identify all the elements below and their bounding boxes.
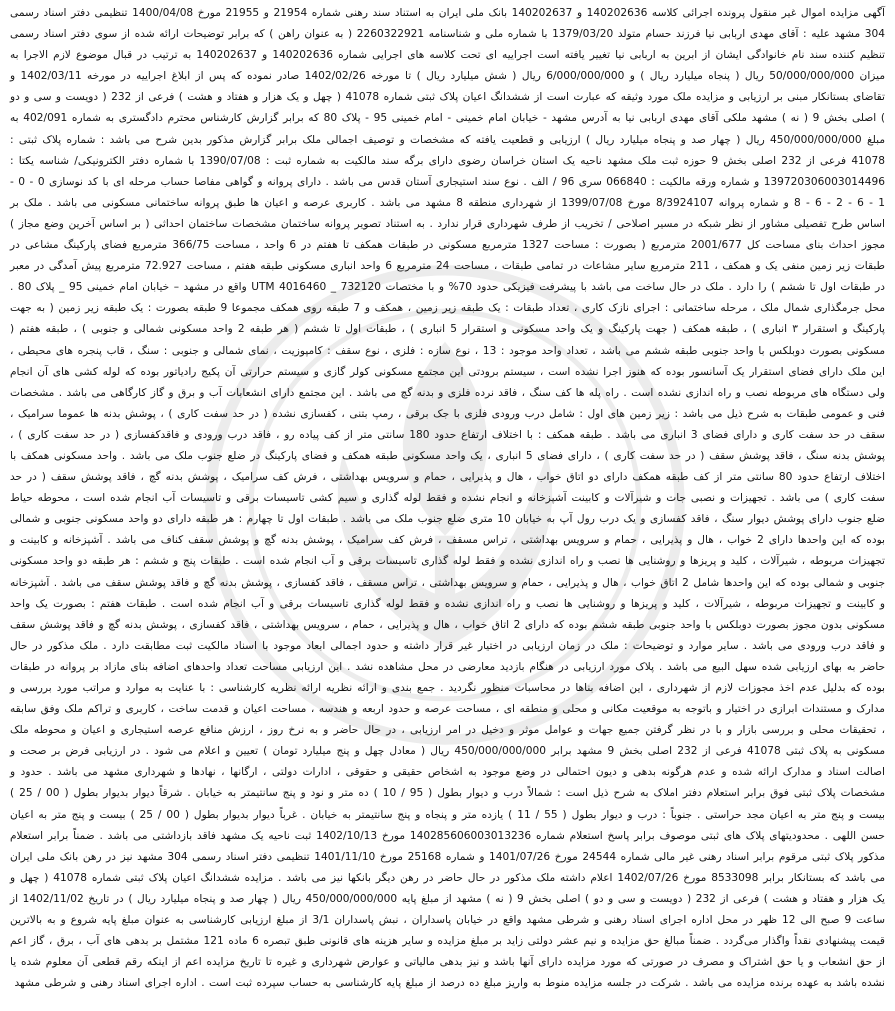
auction-notice-text: آگهی مزایده اموال غیر منقول پرونده اجرائی کلاسه 140202636 و 140202637 بانک ملی ایران به استناد سند رهنی شماره 21954 و 21955 مورخ 1400/04/08 تنظیمی دفتر اسناد رسمی 304 مشهد علیه : آقای مهدی اربابی نیا فرزند حسام متولد 1379/03/20 با شماره ملی و شناسنامه 2260322921 ( به عنوان راهن ) که برابر توضیحات ارائه شده از سوی دفتر اسناد رسمی تنظیم کننده سند نام خانوادگی ایشان از ابرین به اربابی نیا تغییر یافته است اجراییه ای تحت کلاسه های اجرایی شماره 140202636 و 140202637 به ترتیب در قبال موضوع لازم الاجرا به میزان 50/000/000/000 ریال ( پنجاه میلیارد ریال ) و 6/000/000/000 ریال ( شش میلیارد ریال ) تا مورخه 1402/02/26 صادر نموده که پس از ابلاغ اجراییه در مورخه 1402/03/11 و تقاضای بستانکار مبنی بر ارزیابی و مزایده ملک مورد وثیقه که عبارت است از ششدانگ اعیان پلاک ثبتی شماره 41078 ( چهل و یک هزار و هفتاد و هشت ) فرعی از 232 ( دویست و سی و دو ) اصلی بخش 9 ( نه ) مشهد ملکی آقای مهدی اربابی نیا به آدرس مشهد - خیابان امام خمینی - امام خمینی 95 - پلاک 80 که برابر گزارش کارشناس محترم دادگستری به شماره 402/091 به مبلغ 450/000/000/000 ریال ( چهار صد و پنجاه میلیارد ریال ) ارزیابی و قطعیت یافته که مشخصات و توصیف اجمالی ملک برابر گزارش مذکور بدین شرح می باشد : شماره پلاک ثبتی : 41078 فرعی از 232 اصلی بخش 9 حوزه ثبت ملک مشهد ناحیه یک استان خراسان رضوی دارای برگه سند مالکیت به شماره ثبت : 1390/07/08 با شماره دفتر الکترونیکی/ شناسه یکتا : 139720306003014496 و شماره ورقه مالکیت : 066840 سری 96 / الف . نوع سند استیجاری آستان قدس می باشد . دارای پروانه و گواهی مفاصا حساب مرحله ای با کد نوسازی 0 - 0 - 1 - 6 - 2 - 6 - 8 و شماره پروانه 8/3924107 مورخ 1399/07/08 از شهرداری منطقه 8 مشهد می باشد . کاربری عرصه و اعیان ها طبق پروانه ساختمانی مسکونی می باشد . ملک بر اساس طرح تفصیلی مشاور از نظر شبکه در مسیر اصلاحی / تخریب از طرف شهرداری قرار ندارد . به استناد تصویر پروانه ساختمان مشخصات ساختمان احداثی ( بر اساس آخرین وضع مجاز ) مجوز احداث بنای مساحت کل 2001/677 مترمربع ( بصورت : مساحت 1327 مترمربع مسکونی در طبقات همکف تا هفتم در 6 واحد ، مساحت 366/75 مترمربع فضای پارکینگ مشاعی در طبقات زیر زمین منفی یک و همکف ، 211 مترمربع سایر مشاعات در تمامی طبقات ، مساحت 24 مترمربع 6 واحد انباری مسکونی طبقه هفتم ، مساحت 72.927 مترمربع پیش آمدگی در معبر در طبقات اول تا ششم ) را دارد . ملک در حال ساخت می باشد با پیشرفت فیزیکی حدود 70% و با مختصات UTM 4016460 _ 732120 واقع در مشهد – خیابان امام خمینی 95 _ پلاک 80 . محل جرمگذاری شمال ملک ، مرحله ساختمانی : اجرای نازک کاری ، تعداد طبقات : یک طبقه زیر زمین ، همکف و 7 طبقه روی همکف مجموعا 9 طبقه بصورت : یک طبقه زیر زمین ( به جهت پارکینگ و استقرار ۳ انباری ) ، طبقه همکف ( جهت پارکینگ و یک واحد مسکونی و استقرار 5 انباری ) ، طبقات اول تا ششم ( هر طبقه 2 واحد مسکونی شمالی و جنوبی ) ، طبقه هفتم ( مسکونی بصورت دوبلکس با واحد جنوبی طبقه ششم می باشد ، تعداد واحد موجود : 13 ، نوع سازه : فلزی ، نوع سقف : کامپوزیت ، نمای شمالی و جنوبی : سنگ ، قاب پنجره های محیطی ، این ملک دارای فضای استقرار یک آسانسور بوده که هنوز اجرا نشده است ، سیستم برودتی این مجتمع مسکونی کولر گازی و سیستم حرارتی آن پکیج رادیاتور بوده که لوله کشی های آن انجام ولی دستگاه های مربوطه نصب و راه اندازی نشده است . راه پله ها کف سنگ ، فاقد نرده فلزی و بدنه گچ می باشد . این مجتمع دارای انشعابات آب و برق و گاز کارگاهی می باشد . مشخصات فنی و عمومی طبقات به شرح ذیل می باشد : زیر زمین های اول : شامل درب ورودی فلزی با جک برقی ، رمپ بتنی ، کفسازی نشده ( در حد سفت کاری ) ، پوشش بدنه ها عموما سرامیک ، سقف در حد سفت کاری و دارای فضای 3 انباری می باشد . طبقه همکف : با اختلاف ارتفاع حدود 180 سانتی متر از کف پیاده رو ، فاقد درب ورودی و فاقدکفسازی ( در حد سفت کاری ) ، پوشش بدنه سنگ ، فاقد پوشش سقف ( در حد سفت کاری ) ، دارای فضای 5 انباری ، یک واحد مسکونی طبقه همکف و فضای پارکینگ در ضلع جنوب ملک می باشد . واحد مسکونی همکف با اختلاف ارتفاع حدود 80 سانتی متر از کف طبقه همکف دارای دو اتاق خواب ، هال و پذیرایی ، حمام و سرویس بهداشتی ، فرش کف سرامیک ، پوشش بدنه گچ ، فاقد پوشش سقف ( در حد سفت کاری ) می باشد . تجهیزات و نصبی جات و شیرآلات و کابینت آشپزخانه و انجام نشده و فقط لوله گذاری و سیم کشی تاسیسات برقی و تاسیسات آب انجام شده است ، محوطه حیاط ضلع جنوب دارای پوشش دیوار سنگ ، فاقد کفسازی و یک درب رول آپ به خیابان 10 متری ضلع جنوب ملک می باشد . طبقات اول تا چهارم : هر طبقه دارای دو واحد مسکونی جنوبی و شمالی بوده که این واحدها دارای 2 خواب ، هال و پذیرایی ، حمام و سرویس بهداشتی ، تراس مسقف ، فرش کف سرامیک ، پوشش بدنه گچ و پوشش سقف کناف می باشد . آشپزخانه و کابینت و تجهیزات مربوطه ، شیرآلات ، کلید و پریزها و روشنایی ها نصب و راه اندازی نشده و فقط لوله گذاری تاسیسات برقی و آب انجام شده است . طبقات پنج و ششم : هر طبقه دو واحد مسکونی جنوبی و شمالی بوده که این واحدها شامل 2 اتاق خواب ، هال و پذیرایی ، حمام و سرویس بهداشتی ، تراس مسقف ، فاقد کفسازی ، پوشش بدنه گچ و فاقد پوشش سقف می باشد . آشپزخانه و کابینت و تجهیزات مربوطه ، شیرآلات ، کلید و پریزها و روشنایی ها نصب و راه اندازی نشده و فقط لوله گذاری تاسیسات برقی و آب انجام شده است . طبقات هفتم : بصورت یک واحد مسکونی بدون مجوز بصورت دوبلکس با واحد جنوبی طبقه ششم بوده که دارای 2 اتاق خواب ، هال و پذیرایی ، حمام ، سرویس بهداشتی ، فاقد کفسازی ، پوشش بدنه گچ و فاقد پوشش سقف و فاقد درب ورودی می باشد . سایر موارد و توضیحات : ملک در زمان ارزیابی در اختیار غیر قرار داشته و حدود اجمالی ابعاد موجود با اسناد مالکیت ثبت مطابقت دارد . ملک مذکور در حال حاضر به بهای ارزیابی شده سهل البیع می باشد . پلاک مورد ارزیابی در هنگام بازدید معارضی در محل مشاهده نشد . این ارزیابی مساحت تعداد واحدهای اضافه بنای مازاد بر پروانه در طبقات بوده که بدلیل عدم اخذ مجوزات لازم از شهرداری ، این اضافه بناها در محاسبات منظور نگردید . جمع بندی و ارائه نظریه ارائه نظریه کارشناسی : با عنایت به موارد و مراتب مورد بررسی و مدارک و مستندات ابرازی در اختیار و باتوجه به موقعیت مکانی و محلی و منطقه ای ، مساحت عرصه و حدود اربعه و هندسه ، مساحت اعیان و قدمت ساخت ، کاربری و تراکم ملک وفق سابقه ، تحقیقات محلی و بررسی بازار و با در نظر گرفتن جمیع جهات و عوامل موثر و دخیل در امر ارزیابی ، در حال حاضر و به نرخ روز ، ارزش منافع عرصه استیجاری و اعیان و محوطه ملک مسکونی به پلاک ثبتی 41078 فرعی از 232 اصلی بخش 9 مشهد برابر 450/000/000/000 ریال ( معادل چهل و پنج میلیارد تومان ) تعیین و اعلام می شود . در ارزیابی فرض بر صحت و اصالت اسناد و مدارک ارائه شده و عدم هرگونه بدهی و دیون احتمالی در وضع موجود به اشخاص حقیقی و حقوقی ، ادارات دولتی ، ارگانها ، نهادها و شهرداری مشهد می باشد . حدود و مشخصات پلاک ثبتی فوق برابر استعلام دفتر املاک به شرح ذیل است : شمالاً درب و دیوار بطول ( 95 / 10 ) ده متر و نود و پنج سانتیمتر به خیابان . شرقاً دیوار بدیوار بطول ( 00 / 25 ) بیست و پنج متر به اعیان مجد حراستی . جنوباً : درب و دیوار بطول ( 55 / 11 ) یازده متر و پنجاه و پنج سانتیمتر به خیابان . غرباً دیوار بدیوار بطول ( 00 / 25 ) بیست و پنج متر به اعیان حسن اللهی . محدودیتهای پلاک های ثبتی موصوف برابر پاسخ استعلام شماره 140285606003013236 مورخ 1402/10/13 ثبت ناحیه یک مشهد فاقد بازداشتی می باشد . ضمناً برابر استعلام مذکور پلاک ثبتی مرقوم برابر اسناد رهنی غیر مالی شماره 24544 مورخ 1401/07/26 و شماره 25168 مورخ 1401/11/10 تنظیمی دفتر اسناد رسمی 304 مشهد نیز در رهن بانک ملی ایران می باشد که بستانکار برابر 8533098 مورخ 1402/07/26 اعلام داشته ملک مذکور در حال حاضر در رهن دیگر بانکها نیز می باشد . مزایده ششدانگ اعیان پلاک ثبتی شماره 41078 ( چهل و یک هزار و هفتاد و هشت ) فرعی از 232 ( دویست و سی و دو ) اصلی بخش 9 ( نه ) مشهد از مبلغ پایه 450/000/000/000 ریال ( چهار صد و پنجاه میلیارد ریال ) در تاریخ 1402/11/02 از ساعت 9 صبح الی 12 ظهر در محل اداره اجرای اسناد رهنی و شرطی مشهد واقع در خیابان پاسداران ، نبش پاسداران 3/1 از مبلغ ارزیابی کارشناسی به عنوان مبلغ پایه شروع و به بالاترین قیمت پیشنهادی نقداً واگذار می‌گردد . ضمناً مبالغ حق مزایده و نیم عشر دولتی زاید بر مبلغ مزایده و سایر هزینه های قانونی طبق تبصره 6 ماده 121 مشتمل بر بدهی های آب ، برق ، گاز اعم از حق انشعاب و یا حق اشتراک و مصرف در صورتی که مورد مزایده دارای آنها باشد و نیز بدهی مالیاتی و عوارض شهرداری و غیره تا تاریخ مزایده اعم از اینکه رقم قطعی آن معلوم شده یا نشده باشد به عهده برنده مزایده می باشد . شرکت در جلسه مزایده منوط به واریز مبلغ ده درصد از مبلغ پایه کارشناسی به حساب سپرده ثبت است . اداره اجرای اسناد رهنی و شرطی مشهد <box>10 7 886 990</box>
